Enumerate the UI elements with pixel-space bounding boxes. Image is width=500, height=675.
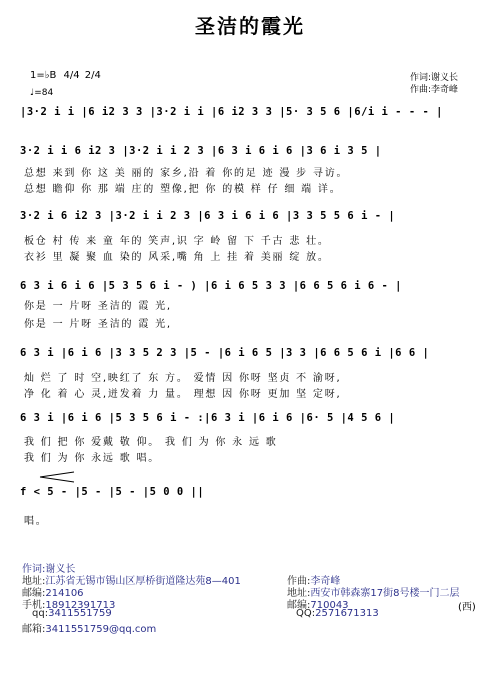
composer-label: 作曲:	[287, 576, 311, 587]
score-notes-line: 6 3 i 6 i 6 |5 3 5 6 i - ) |6 i 6 5 3 3 |6 6 5 6 i 6 - |	[20, 280, 403, 292]
phone-value: 18912391713	[45, 600, 116, 611]
score-notes-line: 6 3 i |6 i 6 |5 3 5 6 i - :|6 3 i |6 i 6 |6· 5 |4 5 6 |	[20, 412, 396, 424]
lyrics-verse-1: 你是 一 片呀 圣洁的 霞 光,	[24, 301, 172, 312]
qq-value: 3411551759	[48, 608, 112, 619]
footer-lyricist: 作词:谢义长	[22, 564, 76, 575]
key-signature	[30, 70, 101, 81]
address-label: 地址:	[287, 588, 311, 599]
footer-email	[22, 620, 156, 635]
key-value: ♭B	[44, 70, 57, 81]
postcode-value: 214106	[45, 588, 84, 599]
composer-credit: 作曲:李奇峰	[410, 85, 459, 95]
lyrics-verse-2: 我 们 为 你 永远 歌 唱。	[24, 453, 161, 464]
lyrics-verse-2: 总想 瞻仰 你 那 端 庄的 塑像,把 你 的模 样 仔 细 端 详。	[24, 184, 342, 195]
lyrics-verse-1: 唱。	[24, 516, 48, 527]
score-notes-line: 6 3 i |6 i 6 |3 3 5 2 3 |5 - |6 i 6 5 |3 3 |6 6 5 6 i |6 6 |	[20, 347, 430, 359]
qq-label: QQ:	[296, 608, 316, 619]
footer-mark: (西)	[458, 602, 476, 613]
lyrics-verse-2: 净 化 着 心 灵,迸发着 力 量。 理想 因 你呀 更加 坚 定呀,	[24, 389, 342, 400]
score-notes-line: 3·2 i i 6 i2 3 |3·2 i i 2 3 |6 3 i 6 i 6 |3 6 i 3 5 |	[20, 145, 382, 157]
key-prefix: 1=	[30, 70, 45, 81]
composer-value: 李奇峰	[310, 576, 341, 587]
postcode-label: 邮编:	[287, 600, 311, 611]
lyrics-verse-1: 灿 烂 了 时 空,映红了 东 方。 爱情 因 你呀 坚贞 不 渝呀,	[24, 373, 342, 384]
lyrics-verse-1: 总想 来到 你 这 美 丽的 家乡,沿 着 你的足 迹 漫 步 寻访。	[24, 168, 349, 179]
footer-qq	[32, 608, 112, 619]
score-notes-line: |3·2 i i |6 i2 3 3 |3·2 i i |6 i2 3 3 |5· 3 5 6 |6/i i - - - |	[20, 106, 443, 118]
qq-label: qq:	[32, 608, 49, 619]
address-value: 西安市韩森寨17街8号楼一门二层	[310, 588, 460, 599]
postcode-value: 710043	[310, 600, 349, 611]
page-title: 圣洁的霞光	[195, 14, 305, 38]
tempo-marking: ♩=84	[30, 88, 54, 98]
lyrics-verse-1: 我 们 把 你 爱戴 敬 仰。 我 们 为 你 永 远 歌	[24, 437, 278, 448]
address-value: 江苏省无锡市锡山区厚桥街道隆达苑8—401	[45, 576, 241, 587]
lyricist-credit: 作词:谢义长	[410, 73, 459, 83]
address-label: 地址:	[22, 576, 46, 587]
phone-label: 手机:	[22, 600, 46, 611]
lyrics-verse-1: 板仓 村 传 来 童 年的 笑声,识 字 岭 留 下 千古 悲 壮。	[24, 236, 330, 247]
postcode-label: 邮编:	[22, 588, 46, 599]
lyrics-verse-2: 你是 一 片呀 圣洁的 霞 光,	[24, 319, 172, 330]
lyrics-verse-2: 衣衫 里 凝 聚 血 染的 风采,嘴 角 上 挂 着 美丽 绽 放。	[24, 252, 330, 263]
email-label: 邮箱:	[22, 624, 46, 635]
qq-value: 2571671313	[315, 608, 379, 619]
email-value: 3411551759@qq.com	[45, 624, 157, 635]
crescendo-hairpin-icon	[30, 470, 76, 484]
meter-primary: 4/4	[63, 70, 80, 81]
footer-qq	[296, 608, 379, 619]
score-notes-line: 3·2 i 6 i2 3 |3·2 i i 2 3 |6 3 i 6 i 6 |3 3 5 5 6 i - |	[20, 210, 396, 222]
meter-secondary: 2/4	[84, 70, 101, 81]
score-notes-line: f < 5 - |5 - |5 - |5 0 0 ||	[20, 486, 205, 498]
